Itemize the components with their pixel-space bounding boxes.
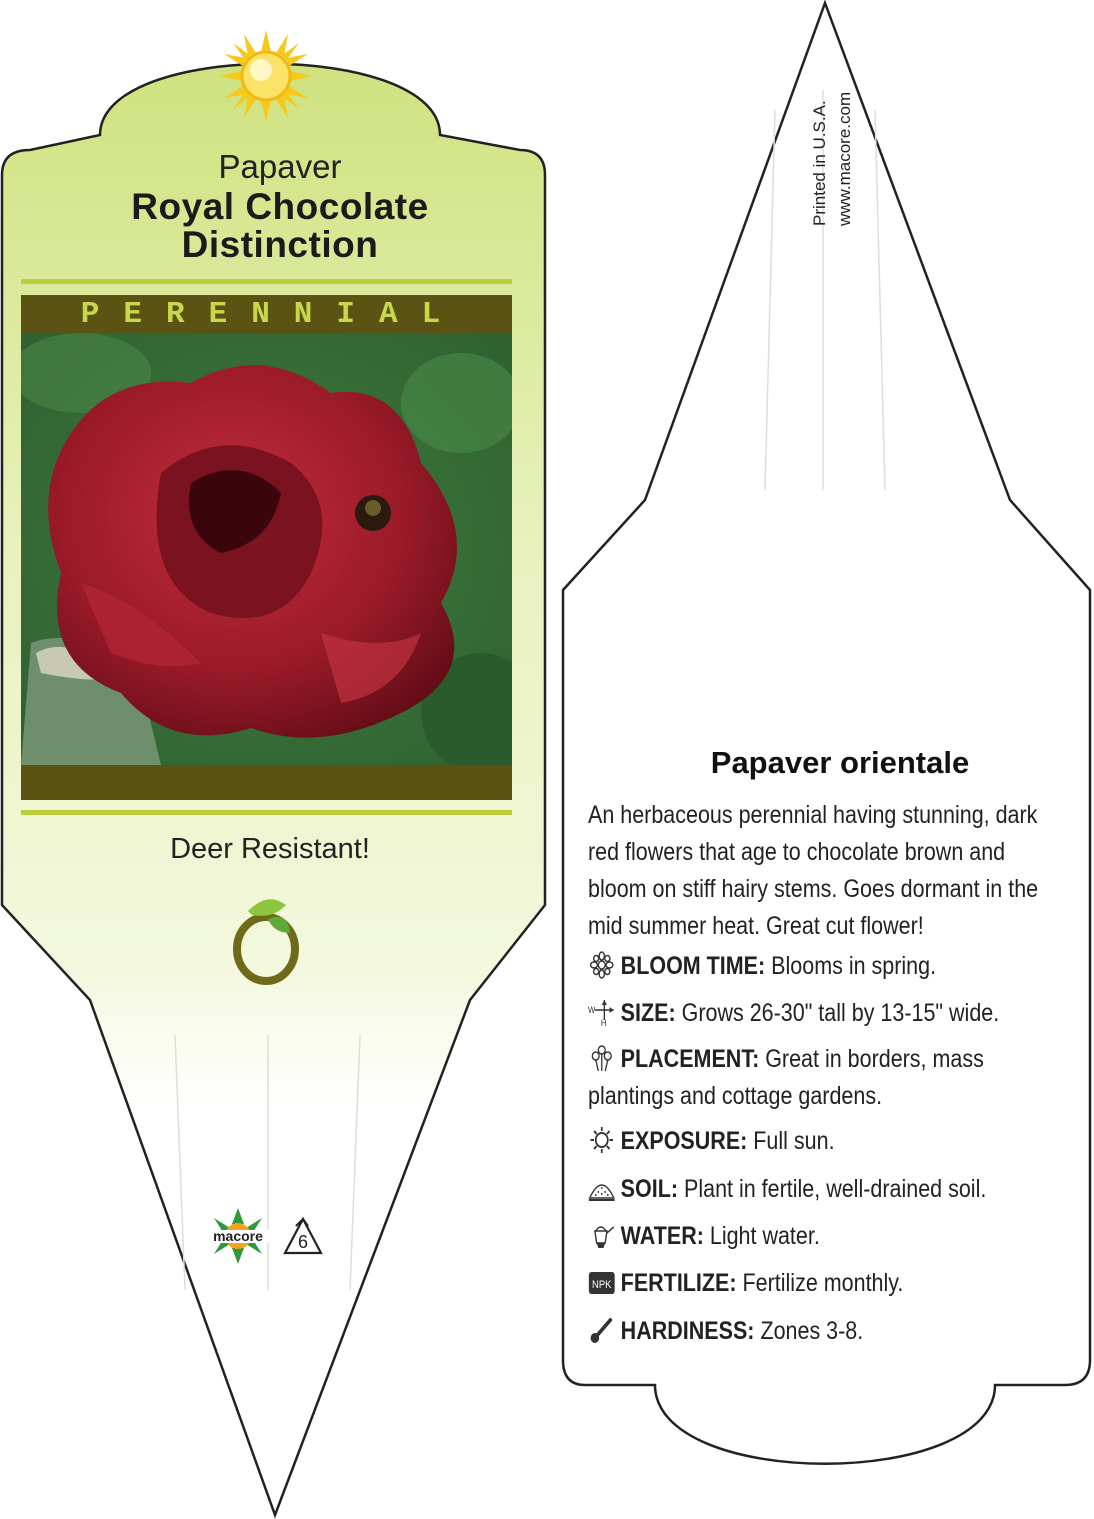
sprout-icon: [228, 893, 308, 988]
svg-text:NPK: NPK: [592, 1279, 612, 1292]
care-text: Plant in fertile, well-drained soil.: [678, 1175, 987, 1203]
care-text: Blooms in spring.: [765, 952, 937, 980]
printed-in-label: Printed in U.S.A.: [810, 100, 829, 226]
watering-can-icon: [588, 1221, 616, 1249]
macore-logo: [204, 1206, 272, 1266]
care-soil: [588, 1171, 1070, 1208]
brand-name: macore: [213, 1228, 263, 1244]
accent-line-bottom: [21, 810, 512, 815]
recycle-icon: [282, 1216, 324, 1258]
sun-icon: [588, 1126, 616, 1154]
print-info: [800, 66, 860, 236]
care-size: [588, 995, 1070, 1032]
care-text: Grows 26-30" tall by 13-15" wide.: [675, 999, 1000, 1027]
care-text: Light water.: [703, 1222, 820, 1250]
care-exposure: [588, 1123, 1070, 1160]
care-text: Fertilize monthly.: [736, 1269, 904, 1297]
svg-text:W: W: [588, 1004, 596, 1016]
npk-icon: [588, 1268, 616, 1296]
category-label: PERENNIAL: [80, 297, 465, 332]
species-description: An herbaceous perennial having stunning, dark red flowers that age to chocolate brown and bloom on stiff hairy stems. Goes dormant in the mid summer heat. Great cut flower!: [588, 801, 1039, 940]
care-text: Full sun.: [747, 1127, 835, 1155]
care-label: FERTILIZE:: [620, 1269, 737, 1297]
care-placement: [588, 1041, 1070, 1115]
svg-text:H: H: [600, 1017, 607, 1026]
flower-icon: [588, 951, 616, 979]
care-label: PLACEMENT:: [620, 1045, 760, 1073]
care-text: Great in borders, mass plantings and cottage gardens.: [588, 1045, 984, 1110]
care-fertilize: [588, 1265, 1070, 1302]
sun-icon: [218, 28, 314, 124]
care-label: EXPOSURE:: [620, 1127, 748, 1155]
cultivar-line-2: Distinction: [181, 224, 379, 265]
care-label: BLOOM TIME:: [620, 952, 766, 980]
species-title: Papaver orientale: [710, 745, 970, 780]
care-label: SIZE:: [620, 999, 676, 1027]
care-bloom-time: [588, 948, 1070, 985]
placement-icon: [588, 1044, 616, 1072]
thermometer-icon: [588, 1316, 616, 1344]
care-label: HARDINESS:: [620, 1317, 755, 1345]
cultivar-line-1: Royal Chocolate: [131, 186, 429, 227]
care-text: Zones 3-8.: [754, 1317, 864, 1345]
size-icon: [588, 998, 616, 1026]
accent-line-top: [21, 279, 512, 284]
genus-name: Papaver: [218, 148, 342, 185]
cultivar-name: [30, 188, 530, 264]
soil-icon: [588, 1174, 616, 1202]
care-label: SOIL:: [620, 1175, 679, 1203]
care-water: [588, 1218, 1070, 1255]
website-label: www.macore.com: [835, 91, 854, 226]
recycle-code: 6: [297, 1232, 309, 1252]
bottom-band: [21, 765, 512, 800]
tagline: Deer Resistant!: [170, 833, 370, 865]
poppy-flower-photo: [21, 333, 512, 765]
care-label: WATER:: [620, 1222, 704, 1250]
care-hardiness: [588, 1313, 1070, 1350]
